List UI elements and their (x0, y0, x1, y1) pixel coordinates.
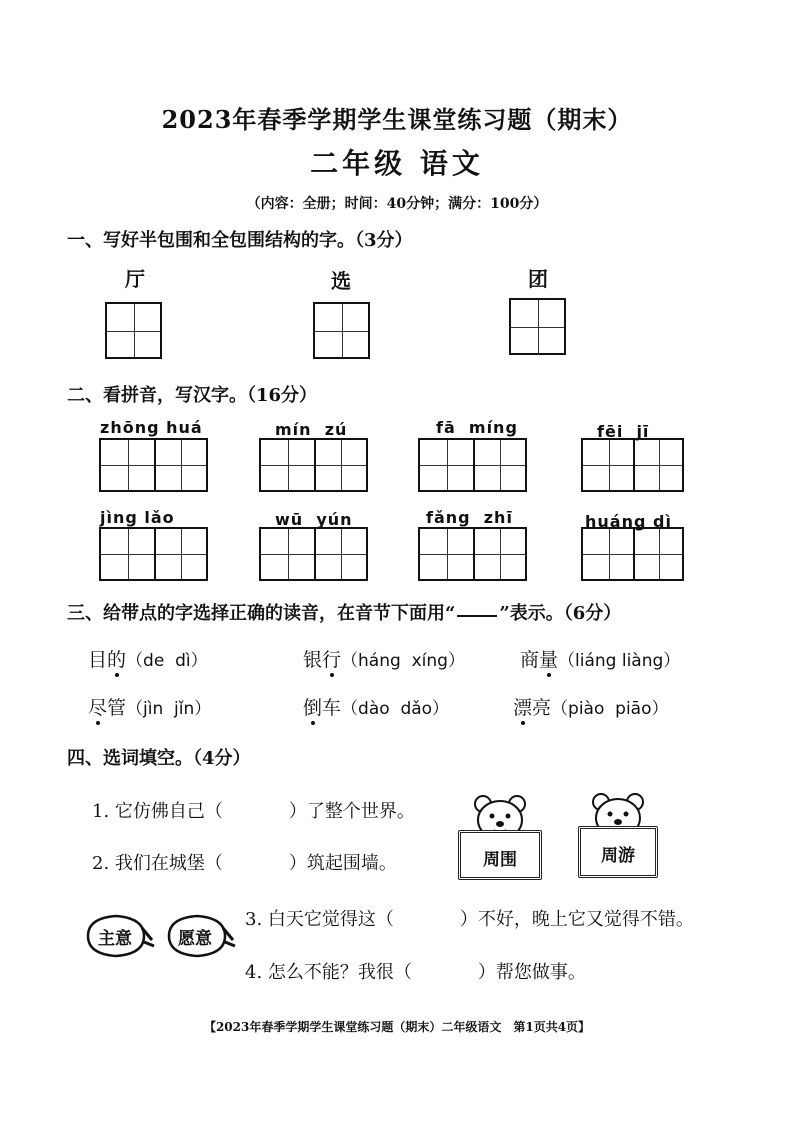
sentence-end: ）帮您做事。 (477, 962, 586, 983)
sentence-end: ）不好，晚上它又觉得不错。 (459, 909, 694, 930)
page-subtitle: 二年级 语文 (310, 147, 484, 180)
dotted-char: 行 (322, 649, 342, 671)
underline-mark (457, 615, 497, 617)
word-char: 银 (303, 649, 323, 671)
word-char: 管 (107, 697, 127, 719)
sentence-number: 4. (245, 962, 263, 983)
writing-grid[interactable] (509, 298, 566, 355)
sentence-end: ）了整个世界。 (288, 801, 415, 822)
pronunciation-item (303, 645, 465, 672)
sentence-number: 1. (92, 801, 110, 822)
pinyin-label: fēi jī (597, 422, 650, 441)
sentence-number: 2. (92, 853, 110, 874)
word-char: 目 (88, 649, 108, 671)
pinyin-label: huáng dì (585, 512, 672, 531)
writing-grid[interactable] (581, 438, 684, 492)
sentence-number: 3. (245, 909, 263, 930)
section4-heading: 四、选词填空。（4分） (67, 748, 251, 769)
writing-grid[interactable] (581, 527, 684, 581)
word-sign: 周游 (578, 826, 658, 878)
dotted-char: 尽 (88, 697, 108, 719)
pinyin-label: zhōng huá (100, 418, 203, 437)
sentence-start: 我们在城堡（ (114, 853, 223, 874)
writing-grid[interactable] (259, 527, 368, 581)
word-sign: 周围 (458, 830, 542, 880)
pinyin-label: mín zú (275, 420, 348, 439)
word-char: 车 (322, 697, 342, 719)
pinyin-label: fā míng (436, 418, 518, 437)
section3-heading-text: 三、给带点的字选择正确的读音，在音节下面用“ (67, 603, 456, 624)
pronunciation-item (88, 693, 211, 720)
section2-heading: 二、看拼音，写汉字。（16分） (67, 385, 318, 406)
fill-sentence (92, 849, 397, 875)
bowl-word: 主意 (98, 929, 132, 949)
pinyin-label: fǎng zhī (426, 508, 513, 527)
sentence-start: 白天它觉得这（ (267, 909, 394, 930)
writing-grid[interactable] (313, 302, 370, 359)
pinyin-options[interactable]: （dào dǎo） (341, 699, 450, 719)
writing-grid[interactable] (418, 438, 527, 492)
sentence-start: 它仿佛自己（ (114, 801, 223, 822)
dotted-char: 的 (107, 649, 127, 671)
section3-heading-tail: ”表示。（6分） (499, 603, 622, 624)
dotted-char: 量 (539, 649, 559, 671)
writing-grid[interactable] (418, 527, 527, 581)
page-title: 2023年春季学期学生课堂练习题（期末） (161, 105, 633, 134)
pinyin-options[interactable]: （jìn jǐn） (126, 699, 212, 719)
writing-grid[interactable] (105, 302, 162, 359)
word-char: 亮 (532, 697, 552, 719)
pinyin-options[interactable]: （de dì） (126, 651, 208, 671)
fill-sentence (245, 958, 586, 984)
sentence-start: 怎么不能？我很（ (267, 962, 412, 983)
pinyin-label: jìng lǎo (100, 508, 175, 527)
bowl-word: 愿意 (178, 929, 212, 949)
model-char: 选 (331, 269, 351, 293)
pinyin-options[interactable]: （háng xíng） (341, 651, 465, 671)
dotted-char: 倒 (303, 697, 323, 719)
writing-grid[interactable] (99, 438, 208, 492)
sentence-end: ）筑起围墙。 (288, 853, 397, 874)
fill-sentence (245, 905, 694, 931)
section1-heading: 一、写好半包围和全包围结构的字。（3分） (67, 230, 413, 251)
pronunciation-item (520, 645, 680, 672)
dotted-char: 漂 (513, 697, 533, 719)
exam-meta: （内容：全册；时间：40分钟；满分：100分） (246, 196, 548, 212)
pronunciation-item (88, 645, 208, 672)
pinyin-options[interactable]: （liáng liàng） (558, 651, 681, 671)
pronunciation-item (303, 693, 449, 720)
pinyin-options[interactable]: （piào piāo） (551, 699, 669, 719)
writing-grid[interactable] (99, 527, 208, 581)
page-footer: 【2023年春季学期学生课堂练习题（期末）二年级语文 第1页共4页】 (203, 1020, 591, 1034)
section3-heading (67, 599, 621, 625)
pinyin-label: wū yún (275, 510, 353, 529)
fill-sentence (92, 797, 415, 823)
writing-grid[interactable] (259, 438, 368, 492)
model-char: 厅 (125, 267, 145, 291)
word-char: 商 (520, 649, 540, 671)
model-char: 团 (528, 267, 548, 291)
pronunciation-item (513, 693, 669, 720)
